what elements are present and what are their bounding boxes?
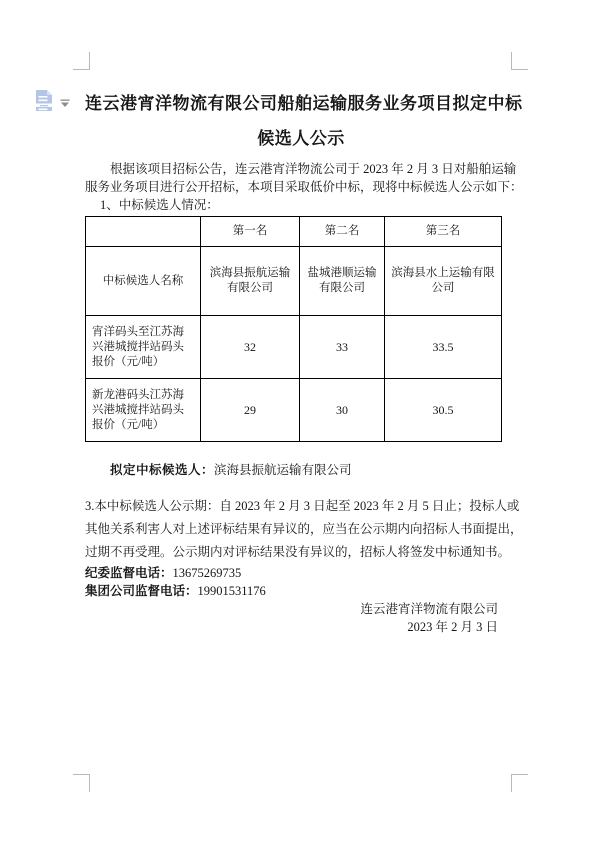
footer-block: [85, 564, 517, 636]
group-phone-line: [85, 582, 517, 600]
intro-list-item-1: 1、中标候选人情况：: [100, 198, 219, 212]
row-label-cell: 宵洋码头至江苏海兴港城搅拌站码头报价（元/吨）: [86, 316, 201, 379]
proposed-winner-line: [85, 461, 517, 479]
price-cell: 30: [300, 379, 385, 442]
candidate-2-cell: 盐城港顺运输有限公司: [300, 247, 385, 316]
candidate-1-cell: 滨海县振航运输有限公司: [201, 247, 300, 316]
notice-line-2: 其他关系利害人对上述评标结果有异议的，应当在公示期内向招标人书面提出，: [85, 522, 523, 536]
crop-mark-bottom-right: [511, 774, 528, 792]
chevron-down-icon[interactable]: [59, 95, 71, 113]
candidate-names-row: [86, 247, 502, 316]
price-row-xiaoyang: [86, 316, 502, 379]
crop-mark-top-left: [73, 52, 90, 70]
paste-options-icon: [34, 89, 54, 118]
crop-mark-top-right: [511, 52, 528, 70]
group-phone-number: 19901531176: [197, 584, 266, 598]
notice-line-3: 过期不再受理。公示期内对评标结果没有异议的，招标人将签发中标通知书。: [85, 545, 511, 559]
rank-2-header-cell: 第二名: [300, 217, 385, 247]
row-label-cell: 中标候选人名称: [86, 247, 201, 316]
price-cell: 29: [201, 379, 300, 442]
price-cell: 33: [300, 316, 385, 379]
price-row-xinlonggang: [86, 379, 502, 442]
discipline-phone-line: [85, 564, 517, 582]
intro-line-1: 根据该项目招标公告，连云港宵洋物流公司于 2023 年 2 月 3 日对船舶运输: [110, 162, 517, 176]
crop-mark-bottom-left: [73, 774, 90, 792]
rank-1-header-cell: 第一名: [201, 217, 300, 247]
title-line-2: 候选人公示: [257, 129, 345, 148]
bid-candidates-table: [85, 216, 502, 442]
row-label-cell: 新龙港码头江苏海兴港城搅拌站码头报价（元/吨）: [86, 379, 201, 442]
table-header-row: [86, 217, 502, 247]
price-cell: 32: [201, 316, 300, 379]
price-cell: 33.5: [385, 316, 502, 379]
price-cell: 30.5: [385, 379, 502, 442]
paste-options-button[interactable]: [33, 88, 77, 114]
discipline-phone-label: 纪委监督电话：: [85, 566, 173, 580]
corner-cell: [86, 217, 201, 247]
proposed-winner-label: 拟定中标候选人：: [110, 463, 215, 477]
rank-3-header-cell: 第三名: [385, 217, 502, 247]
signature-date: 2023 年 2 月 3 日: [407, 620, 498, 634]
group-phone-label: 集团公司监督电话：: [85, 584, 198, 598]
notice-line-1: 3.本中标候选人公示期：自 2023 年 2 月 3 日起至 2023 年 2 月 5 日止；投标人或: [85, 499, 520, 513]
signature-company: 连云港宵洋物流有限公司: [360, 602, 498, 616]
publicity-notice-paragraph: [85, 495, 555, 564]
document-title: [85, 86, 523, 156]
intro-line-2: 服务业务项目进行公开招标，本项目采取低价中标，现将中标候选人公示如下：: [85, 180, 523, 194]
proposed-winner-value: 滨海县振航运输有限公司: [214, 463, 352, 477]
candidate-3-cell: 滨海县水上运输有限公司: [385, 247, 502, 316]
intro-paragraph: [85, 160, 523, 214]
title-line-1: 连云港宵洋物流有限公司船舶运输服务业务项目拟定中标: [85, 94, 523, 113]
discipline-phone-number: 13675269735: [172, 566, 242, 580]
